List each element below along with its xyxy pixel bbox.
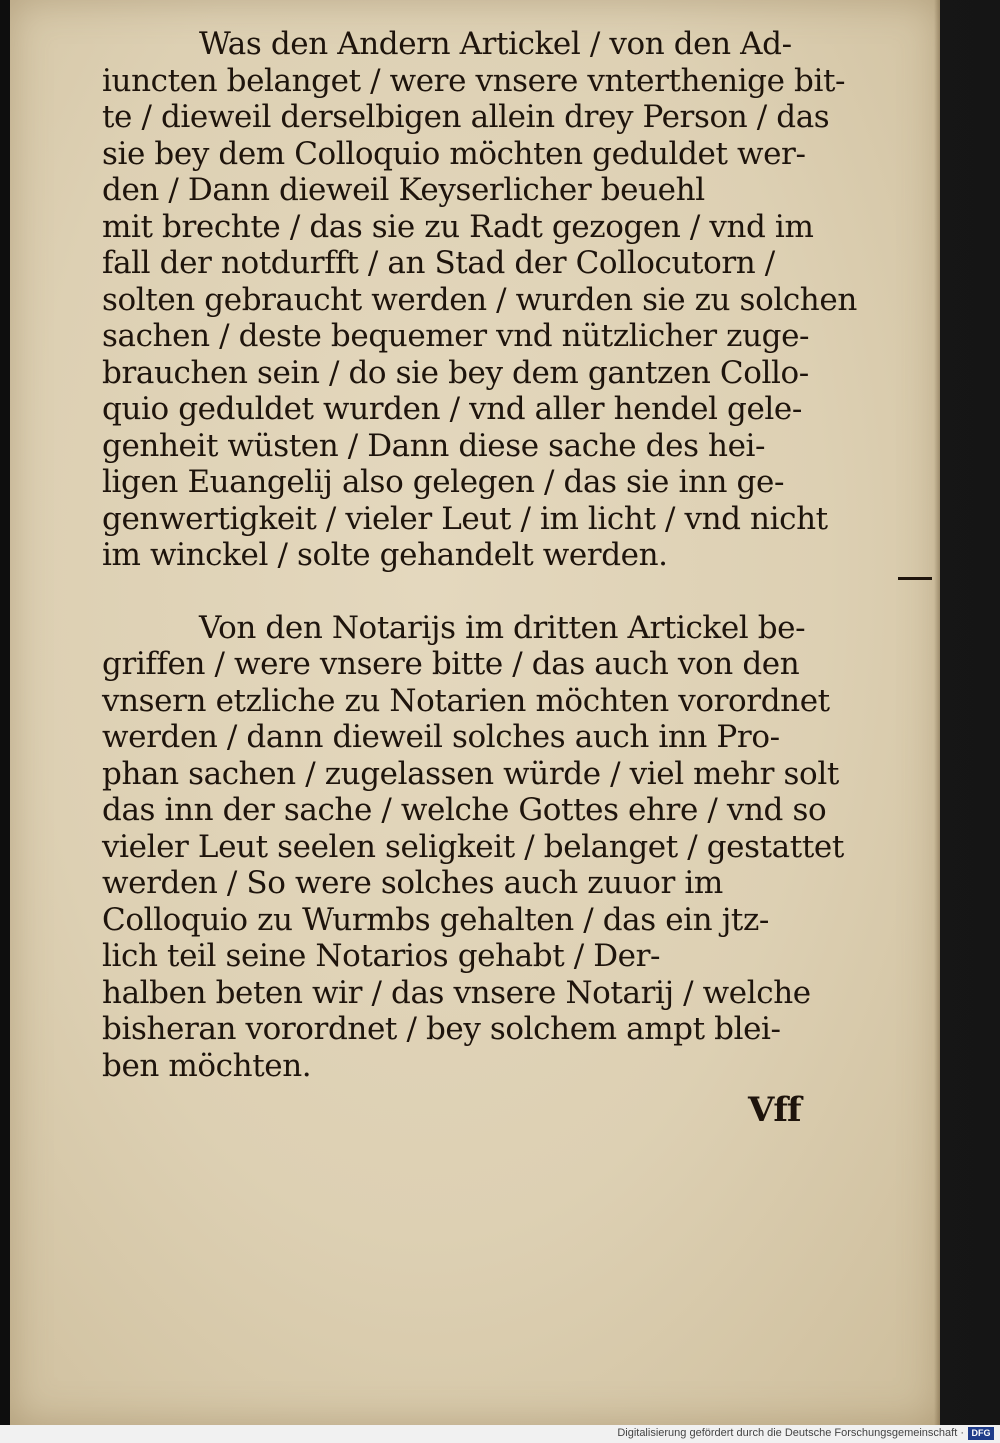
text-line: Colloquio zu Wurmbs gehalten / das ein jtz- bbox=[102, 901, 769, 938]
text-line: das inn der sache / welche Gottes ehre / vnd so bbox=[102, 792, 827, 828]
text-line: te / dieweil derselbigen allein drey Person / das bbox=[102, 99, 830, 135]
text-line: lich teil seine Notarios gehabt / Der- bbox=[102, 938, 661, 974]
text-line: mit brechte / das sie zu Radt gezogen / vnd im bbox=[102, 208, 814, 245]
text-line: solten gebraucht werden / wurden sie zu solchen bbox=[102, 281, 857, 318]
text-line: werden / So were solches auch zuuor im bbox=[102, 865, 723, 901]
text-line: ligen Euangelij also gelegen / das sie inn ge- bbox=[102, 464, 785, 500]
text-line: brauchen sein / do sie bey dem gantzen Collo- bbox=[102, 354, 809, 391]
paragraph-gap bbox=[102, 574, 822, 610]
text-line: werden / dann dieweil solches auch inn Pro- bbox=[102, 719, 780, 755]
text-line: ben möchten. bbox=[102, 1047, 312, 1084]
text-block bbox=[102, 26, 857, 1084]
page-edge-shadow bbox=[934, 0, 940, 1425]
text-line: vnsern etzliche zu Notarien möchten vorordnet bbox=[102, 682, 830, 719]
text-line: phan sachen / zugelassen würde / viel mehr solt bbox=[102, 755, 839, 792]
text-line: quio geduldet wurden / vnd aller hendel gele- bbox=[102, 391, 802, 427]
document-page bbox=[10, 0, 940, 1425]
margin-mark bbox=[898, 577, 932, 580]
text-line: sie bey dem Colloquio möchten geduldet wer- bbox=[102, 135, 806, 172]
dfg-logo[interactable]: DFG bbox=[968, 1427, 994, 1440]
footer-credit: Digitalisierung gefördert durch die Deutsche Forschungsgemeinschaft · bbox=[617, 1427, 964, 1439]
catchword: Vff bbox=[748, 1090, 801, 1130]
text-line: den / Dann dieweil Keyserlicher beuehl bbox=[102, 172, 705, 208]
text-line: im winckel / solte gehandelt werden. bbox=[102, 537, 668, 573]
text-line: Von den Notarijs im dritten Artickel be- bbox=[199, 609, 806, 646]
text-line: halben beten wir / das vnsere Notarij / welche bbox=[102, 974, 811, 1011]
text-line: fall der notdurfft / an Stad der Collocutorn / bbox=[102, 245, 775, 281]
text-line: genwertigkeit / vieler Leut / im licht / vnd nicht bbox=[102, 500, 828, 537]
text-line: Was den Andern Artickel / von den Ad- bbox=[199, 26, 792, 62]
text-line: vieler Leut seelen seligkeit / belanget / gestattet bbox=[102, 828, 844, 865]
text-line: sachen / deste bequemer vnd nützlicher zuge- bbox=[102, 318, 810, 354]
text-line: griffen / were vnsere bitte / das auch von den bbox=[102, 646, 800, 682]
footer-bar bbox=[0, 1425, 1000, 1443]
text-line: iuncten belanget / were vnsere vnterthenige bit- bbox=[102, 62, 846, 99]
text-line: bisheran vorordnet / bey solchem ampt blei- bbox=[102, 1011, 781, 1047]
text-line: genheit wüsten / Dann diese sache des hei- bbox=[102, 427, 766, 464]
